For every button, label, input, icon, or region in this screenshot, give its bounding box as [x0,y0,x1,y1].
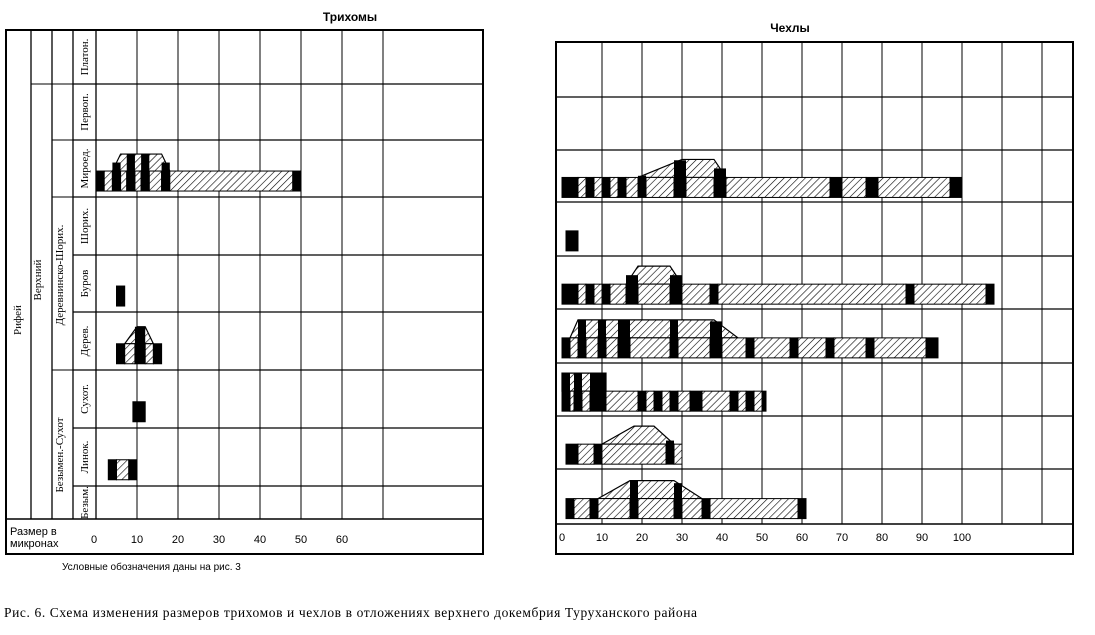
stripe-mark [135,327,145,344]
right-tick-label: 30 [675,532,689,544]
left-unit-label: Мироед. [79,148,91,189]
left-tick-label: 20 [171,534,185,546]
right-tick-label: 50 [755,532,769,544]
stripe-mark [714,168,726,177]
right-tick-label: 100 [952,532,972,544]
trapezoid-bar [598,481,702,499]
solid-segment [112,171,120,191]
solid-segment [710,338,722,358]
hatched-segment [578,177,586,197]
hatched-segment [125,344,135,364]
hatched-segment [738,391,746,411]
hatched-segment [726,177,830,197]
era-label: Рифей [12,305,24,335]
solid-segment [618,338,630,358]
hatched-segment [170,171,293,191]
hatched-segment [610,177,618,197]
left-tick-label: 10 [130,534,144,546]
solid-segment [129,460,137,480]
solid-segment [618,177,626,197]
hatched-segment [678,338,710,358]
trichomes-title: Трихомы [322,10,378,24]
solid-segment [746,338,754,358]
stripe-mark [141,154,149,171]
sheaths-title: Чехлы [770,21,810,35]
hatched-segment [874,338,926,358]
stripe-mark [578,320,586,338]
solid-segment [906,284,914,304]
hatched-segment [798,338,826,358]
series-label-bezymen: Безымен.-Сухот [54,417,66,493]
trapezoid-bar [602,426,674,444]
hatched-segment [121,171,127,191]
solid-segment [986,284,994,304]
hatched-segment [135,171,141,191]
left-unit-label: Сухот. [79,384,91,414]
solid-segment [826,338,834,358]
hatched-segment [710,499,798,519]
left-unit-label: Первоп. [79,93,91,131]
hatched-segment [914,284,986,304]
solid-segment [562,338,570,358]
solid-segment [950,177,962,197]
solid-segment [566,231,578,251]
solid-segment [602,177,610,197]
hatched-segment [145,344,153,364]
solid-segment [702,499,710,519]
left-grid [6,30,483,519]
solid-segment [630,499,638,519]
hatched-segment [842,177,866,197]
solid-segment [562,391,570,411]
solid-segment [566,499,574,519]
hatched-segment [598,499,630,519]
hatched-segment [630,338,670,358]
figure-caption: Рис. 6. Схема изменения размеров трихомов и чехлов в отложениях верхнего докембрия Туруханского района [4,605,698,620]
left-unit-label: Платон. [79,38,91,76]
hatched-segment [606,391,638,411]
solid-segment [590,391,606,411]
hatched-segment [594,284,602,304]
solid-segment [562,284,578,304]
left-tick-label: 30 [212,534,226,546]
solid-segment [690,391,702,411]
hatched-segment [578,284,586,304]
left-unit-label: Шорих. [79,207,91,245]
solid-segment [96,171,104,191]
stripe-mark [590,373,606,391]
stripe-mark [562,373,570,391]
solid-segment [594,444,602,464]
series-label-derevninsko: Деревнинско-Шорих. [54,224,66,326]
right-tick-label: 0 [559,532,566,544]
solid-segment [117,286,125,306]
solid-segment [135,344,145,364]
right-tick-label: 90 [915,532,929,544]
stripe-mark [112,163,120,172]
right-tick-label: 10 [595,532,609,544]
hatched-segment [682,499,702,519]
solid-segment [670,284,682,304]
right-tick-label: 40 [715,532,729,544]
solid-segment [293,171,301,191]
solid-segment [798,499,806,519]
hatched-segment [638,499,674,519]
stripe-mark [630,481,638,499]
stripe-mark [127,154,135,171]
right-tick-label: 20 [635,532,649,544]
hatched-segment [662,391,670,411]
solid-segment [670,338,678,358]
solid-segment [674,177,686,197]
solid-segment [762,391,766,411]
hatched-segment [582,391,590,411]
hatched-segment [570,338,578,358]
size-header-line1: Размер в [10,526,57,538]
left-tick-label: 50 [294,534,308,546]
left-bars [96,154,301,480]
hatched-segment [606,338,618,358]
solid-segment [790,338,798,358]
solid-segment [566,444,578,464]
solid-segment [117,344,125,364]
solid-segment [153,344,161,364]
hatched-segment [754,338,790,358]
hatched-segment [117,460,129,480]
left-tick-label: 0 [91,534,98,546]
legend-note: Условные обозначения даны на рис. 3 [62,562,241,573]
right-tick-label: 80 [875,532,889,544]
solid-segment [574,391,582,411]
hatched-segment [702,391,730,411]
right-panel [556,42,1073,554]
hatched-segment [586,338,598,358]
size-header-line2: микронах [10,538,59,550]
solid-segment [108,460,116,480]
solid-segment [830,177,842,197]
solid-segment [746,391,754,411]
solid-segment [654,391,662,411]
solid-segment [586,284,594,304]
stripe-mark [626,275,638,284]
hatched-segment [646,391,654,411]
left-unit-label: Линок. [79,440,91,474]
hatched-segment [686,177,714,197]
solid-segment [562,177,578,197]
right-tick-label: 60 [795,532,809,544]
hatched-segment [878,177,950,197]
left-tick-label: 60 [335,534,349,546]
stripe-mark [670,320,678,338]
solid-segment [638,391,646,411]
solid-segment [730,391,738,411]
solid-segment [578,338,586,358]
solid-segment [586,177,594,197]
left-tick-label: 40 [253,534,267,546]
left-tick-labels [91,534,348,546]
hatched-segment [678,391,690,411]
hatched-segment [104,171,112,191]
solid-segment [127,171,135,191]
hatched-segment [754,391,762,411]
left-unit-label: Буров [79,269,91,298]
solid-segment [714,177,726,197]
hatched-segment [646,177,674,197]
left-unit-label: Дерев. [79,325,91,357]
hatched-segment [610,284,626,304]
solid-segment [866,338,874,358]
hatched-segment [626,177,638,197]
solid-segment [674,499,682,519]
solid-segment [602,284,610,304]
solid-segment [666,444,674,464]
hatched-segment [718,284,906,304]
stripe-mark [162,163,170,172]
stripe-mark [618,320,630,338]
right-bars [562,159,994,518]
left-panel [6,30,483,554]
solid-segment [638,177,646,197]
stripe-mark [574,373,582,391]
stripe-mark [674,483,682,498]
hatched-segment [638,284,670,304]
stripe-mark [598,320,606,338]
hatched-segment [570,391,574,411]
left-unit-label: Безым. [79,486,91,519]
stage-label: Верхний [32,259,44,301]
hatched-segment [674,444,682,464]
solid-segment [926,338,938,358]
solid-segment [866,177,878,197]
left-unit-labels [79,38,91,519]
solid-segment [162,171,170,191]
hatched-segment [602,444,666,464]
solid-segment [141,171,149,191]
right-tick-labels [559,532,971,544]
hatched-segment [682,284,710,304]
solid-segment [133,402,145,422]
hatched-segment [149,171,161,191]
stripe-mark [670,275,682,284]
stripe-mark [666,441,674,445]
solid-segment [670,391,678,411]
solid-segment [598,338,606,358]
right-tick-label: 70 [835,532,849,544]
stripe-mark [710,321,722,338]
solid-segment [626,284,638,304]
stripe-mark [674,160,686,177]
solid-segment [710,284,718,304]
hatched-segment [574,499,590,519]
hatched-segment [834,338,866,358]
hatched-segment [722,338,746,358]
hatched-segment [594,177,602,197]
hatched-segment [578,444,594,464]
solid-segment [590,499,598,519]
